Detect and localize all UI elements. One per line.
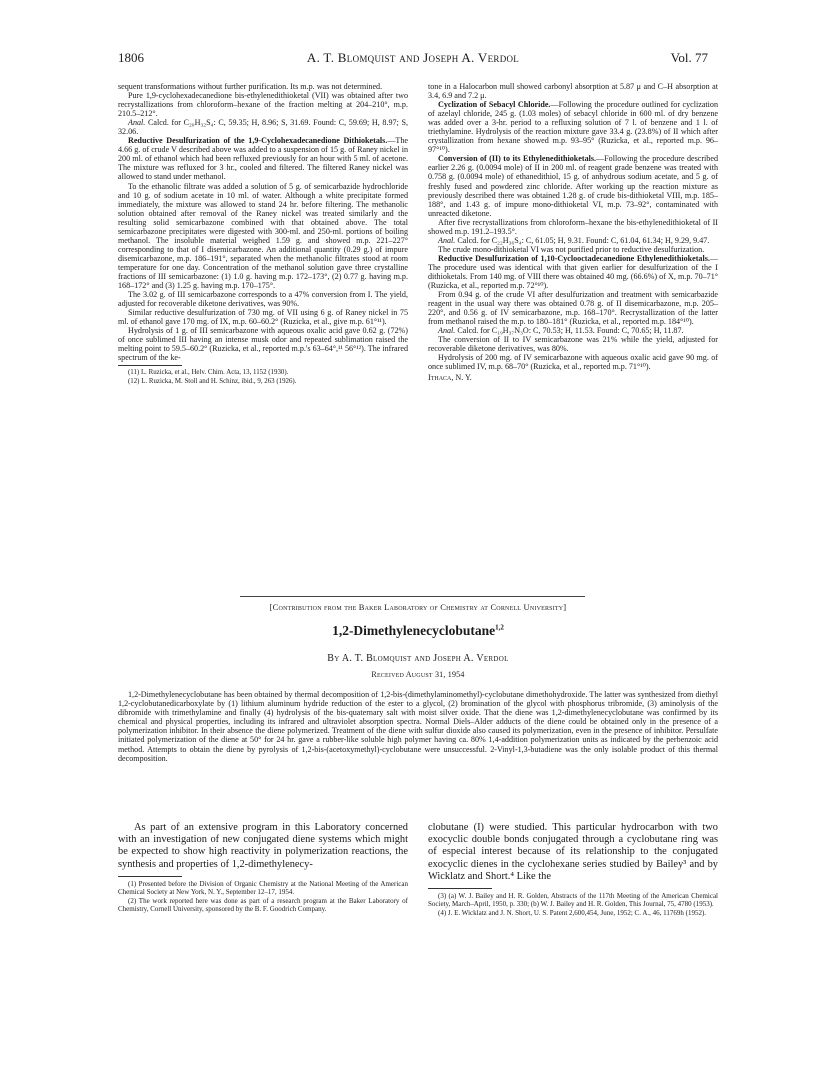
body-right-column	[428, 822, 718, 917]
received-date: Received August 31, 1954	[371, 670, 465, 679]
anal-label: Anal.	[128, 118, 146, 128]
title-footnote-marks: 1,2	[495, 623, 504, 632]
article-divider	[240, 596, 585, 597]
paragraph: Anal. Calcd. for C₂₂H₃₆S₄: C, 61.05; H, 9.31. Found: C, 61.04, 61.34; H, 9.29, 9.47.	[438, 235, 710, 245]
section-heading: Reductive Desulfurization of 1,10-Cyclooctadecanedione Ethylenedithioketals.	[438, 253, 710, 263]
abstract: 1,2-Dimethylenecyclobutane has been obtained by thermal decomposition of 1,2-bis-(dimethylaminomethyl)-cyclobutane dimethohydroxide. The latter was synthesized from diethyl 1,2-cyclobutanedicarboxylate by (1) lithium aluminum hydride reduction of the ester to a glycol, (2) bromination of the glycol with phosphorus tribromide, (3) aminolysis of the dibromide with trimethylamine and finally (4) hydrolysis of the bis-quaternary salt with moist silver oxide. That the diene was 1,2-dimethylenecyclobutane was confirmed by its chemical and physical properties, including its infrared and ultraviolet absorption spectra. Normal Diels–Alder adducts of the diene could be obtained only in the presence of a polymerization inhibitor. In their absence the diene polymerized. Treatment of the diene with sulfur dioxide also caused its polymerization, even in the presence of inhibitor. Persulfate initiated polymerization of the diene at 50° for 24 hr. gave a rubber-like soluble high polymer having ca. 80% 1,4-addition polymerization units as indicated by the perbenzoic acid method. Attempts to obtain the diene by pyrolysis of 1,2-bis-(acetoxymethyl)-cyclobutane were unsuccessful. 2-Vinyl-1,3-butadiene was the only isolable product of this thermal decomposition.	[118, 690, 718, 763]
paragraph: The crude mono-dithioketal VI was not purified prior to reductive desulfurization.	[438, 244, 705, 254]
footnote: (11) L. Ruzicka, et al., Helv. Chim. Acta, 13, 1152 (1930).	[128, 369, 289, 377]
paragraph: From 0.94 g. of the crude VI after desulfurization and treatment with semicarbazide reagent in the usual way there was obtained 0.78 g. of II disemicarbazone, m.p. 205–220°, and 0.56 g. of IV semicarbazone, m.p. 168–170°. Recrystallization of the latter from methanol raised the m.p. to 180–181° (Ruzicka, et al., reported m.p. 184°¹⁰).	[428, 290, 718, 327]
paragraph: tone in a Halocarbon mull showed carbonyl absorption at 5.87 μ and C–H absorption at 3.4, 6.9 and 7.2 μ.	[428, 82, 718, 101]
byline: By A. T. Blomquist and Joseph A. Verdol	[327, 653, 509, 664]
location-signoff: Ithaca, N. Y.	[428, 372, 472, 382]
paragraph: Hydrolysis of 200 mg. of IV semicarbazone with aqueous oxalic acid gave 90 mg. of once sublimed IV, m.p. 68–70° (Ruzicka, et al., reported m.p. 71°¹⁰).	[428, 353, 718, 372]
paragraph: Conversion of (II) to its Ethylenedithioketals.—Following the procedure described earlier 2.26 g. (0.0094 mole) of II in 200 ml. of reagent grade benzene was treated with 0.758 g. (0.0094 mole) of ethanedithiol, 15 g. of anhydrous sodium acetate, and 5 g. of freshly fused and powdered zinc chloride. After working up the reaction mixture as previously described there was obtained 1.28 g. of crude bis-dithioketal VIII, m.p. 185–188°, and 1.43 g. of impure mono-dithioketal VI, m.p. 73–92°, contaminated with unreacted diketone.	[428, 154, 718, 218]
paragraph	[118, 118, 408, 136]
footnote: (3) (a) W. J. Bailey and H. R. Golden, Abstracts of the 117th Meeting of the American Chemical Society, March–April, 1950, p. 330; (b) W. J. Bailey and H. R. Golden, This Journal, 75, 4780 (1953).	[428, 892, 718, 909]
paragraph: Hydrolysis of 1 g. of III semicarbazone with aqueous oxalic acid gave 0.62 g. (72%) of once sublimed III having an intense musk odor and repeated sublimation raised the melting point to 59.5–60.2° (Ruzicka, et al., reported m.p.'s 63–64°,¹¹ 56°¹²). The infrared spectrum of the ke-	[118, 326, 408, 363]
paragraph: Cyclization of Sebacyl Chloride.—Following the procedure outlined for cyclization of azelayl chloride, 245 g. (1.03 moles) of sebacyl chloride in 600 ml. of dry benzene was added over a 3-hr. period to a refluxing solution of 7 l. of benzene and 1 l. of triethylamine. Hydrolysis of the reaction mixture gave 33.4 g. (23.8%) of II which after crystallization from hexane showed m.p. 93–95° (Ruzicka, et al., reported m.p. 96–97°¹⁰).	[428, 100, 719, 155]
paragraph: Reductive Desulfurization of the 1,9-Cyclohexadecanedione Dithioketals.—The 4.66 g. of crude V described above was added to a suspension of 15 g. of Raney nickel in 200 ml. of ethanol which had been refluxed previously for an hour with 5 ml. of acetone. The mixture was refluxed for 3 hr., cooled and filtered. The filtered Raney nickel was allowed to stand under methanol.	[118, 136, 408, 182]
section-heading: Cyclization of Sebacyl Chloride.	[438, 100, 551, 110]
anal-label: Anal.	[438, 326, 456, 336]
article-title: 1,2-Dimethylenecyclobutane$^{1,2}$	[332, 623, 504, 638]
footnote: (2) The work reported here was done as part of a research program at the Baker Laboratory of Chemistry, Cornell University, sponsored by the B. F. Goodrich Company.	[118, 896, 408, 914]
section-heading: Reductive Desulfurization of the 1,9-Cyclohexadecanedione Dithioketals.	[128, 136, 388, 146]
paragraph: The conversion of II to IV semicarbazone was 21% while the yield, adjusted for recoverable diketone derivatives, was 80%.	[428, 335, 718, 354]
paragraph: Similar reductive desulfurization of 730 mg. of VII using 6 g. of Raney nickel in 75 ml. of ethanol gave 170 mg. of IX, m.p. 60–60.2° (Ruzicka, et al., give m.p. 61°¹¹).	[118, 308, 408, 327]
section-heading: Conversion of (II) to its Ethylenedithioketals.	[438, 154, 597, 164]
paragraph: After five recrystallizations from chloroform–hexane the bis-ethylenedithioketal of II showed m.p. 191.2–193.5°.	[428, 217, 718, 236]
running-header	[118, 50, 708, 66]
paragraph: The 3.02 g. of III semicarbazone corresponds to a 47% conversion from I. The yield, adjusted for recoverable diketone derivatives, was 90%.	[118, 290, 408, 309]
footnote: (1) Presented before the Division of Organic Chemistry at the National Meeting of the American Chemical Society at New York, N. Y., September 12–17, 1954.	[118, 879, 408, 897]
footnote: (12) L. Ruzicka, M. Stoll and H. Schinz, ibid., 9, 263 (1926).	[128, 377, 297, 385]
contribution-line: [Contribution from the Baker Laboratory of Chemistry at Cornell University]	[269, 602, 567, 612]
paragraph: Reductive Desulfurization of 1,10-Cyclooctadecanedione Ethylenedithioketals.—The procedure used was identical with that given earlier for desulfurization of the I dithioketals. From 140 mg. of VIII there was obtained 40 mg. (66.6%) of X, m.p. 70–71° (Ruzicka, et al., reported m.p. 72°¹⁰).	[428, 253, 718, 291]
volume-label: Vol. 77	[670, 50, 708, 65]
right-column	[428, 82, 718, 382]
footnote: (4) J. E. Wicklatz and J. N. Short, U. S. Patent 2,600,454, June, 1952; C. A., 46, 11769h (1952).	[438, 908, 707, 917]
left-column	[118, 82, 408, 386]
body-paragraph: clobutane (I) were studied. This particular hydrocarbon with two exocyclic double bonds conjugated through a cyclobutane ring was of especial interest because of its relationship to the conjugated exocyclic dienes in the cyclohexane series studied by Bailey³ and by Wicklatz and Short.⁴ Like the	[428, 822, 718, 882]
page-number: 1806	[118, 50, 144, 65]
footnote-divider	[118, 876, 182, 877]
anal-text: Calcd. for C₂₀H₃₂S₄: C, 59.35; H, 8.96; S, 31.69. Found: C, 59.69; H, 8.97; S, 32.06.	[118, 118, 408, 137]
paragraph: Pure 1,9-cyclohexadecanedione bis-ethylenedithioketal (VII) was obtained after two recrystallizations from chloroform–hexane of the fraction melting at 204–210°, m.p. 210.5–212°.	[118, 91, 408, 119]
footnote-divider	[428, 888, 492, 889]
paragraph: To the ethanolic filtrate was added a solution of 5 g. of semicarbazide hydrochloride and 10 g. of sodium acetate in 10 ml. of water. Although a white precipitate formed immediately, the mixture was allowed to stand 24 hr. before filtering. The methanolic solution obtained after removal of the Raney nickel was treated similarly and the resulting solid semicarbazone combined with that obtained above. The total semicarbazone precipitates were digested with 300-ml. and 250-ml. portions of boiling methanol. The insoluble material weighed 1.59 g. and showed m.p. 221–227° corresponding to that of I disemicarbazone. An additional quantity (0.29 g.) of impure disemicarbazone, m.p. 186–191°, separated when the methanolic filtrates stood at room temperature for one day. Concentration of the methanol solution gave three crystalline fractions of III semicarbazone: (1) 1.0 g. having m.p. 172–173°, (2) 0.77 g. having m.p. 168–172° and (3) 1.25 g. having m.p. 170–175°.	[118, 181, 408, 291]
paragraph: sequent transformations without further purification. Its m.p. was not determined.	[118, 82, 383, 91]
paragraph: Anal. Calcd. for C₁₉H₃₇N₃O: C, 70.53; H, 11.53. Found: C, 70.65; H, 11.87.	[438, 326, 684, 336]
anal-label: Anal.	[438, 235, 456, 245]
footnote-divider	[118, 365, 182, 366]
body-left-column	[118, 822, 408, 913]
running-authors: A. T. Blomquist and Joseph A. Verdol	[306, 50, 520, 65]
body-paragraph: As part of an extensive program in this Laboratory concerned with an investigation of new conjugated diene systems which might be expected to show high reactivity in polymerization reactions, the synthesis and properties of 1,2-dimethylenecy-	[118, 822, 408, 870]
